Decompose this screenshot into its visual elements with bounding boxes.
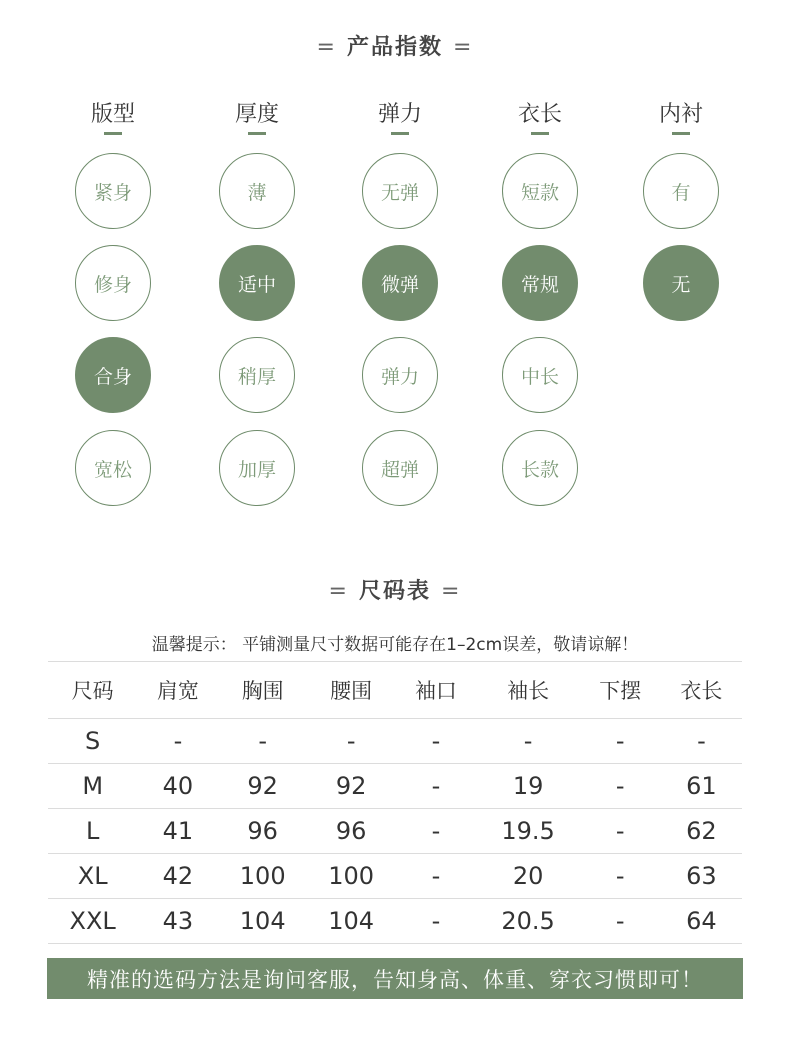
index-option — [362, 337, 438, 413]
size-value-cell: - — [395, 764, 476, 809]
size-tip: 温馨提示： 平铺测量尺寸数据可能存在1–2cm误差，敬请谅解！ — [151, 635, 639, 655]
column-underline — [248, 132, 266, 135]
size-label-cell: S — [48, 719, 137, 764]
size-table-header-cell: 袖长 — [477, 662, 580, 719]
footer-tip-bar — [47, 958, 743, 999]
index-option-label: 适中 — [237, 273, 276, 296]
index-option-label: 弹力 — [380, 365, 419, 388]
column-underline — [391, 132, 409, 135]
size-value-cell: 20.5 — [477, 899, 580, 944]
index-column-label: 内衬 — [658, 102, 703, 127]
size-value-cell: - — [580, 764, 661, 809]
index-option — [75, 245, 151, 321]
index-option-label: 宽松 — [93, 458, 132, 481]
size-value-cell: 40 — [137, 764, 218, 809]
size-value-cell: - — [395, 854, 476, 899]
size-value-cell: 20 — [477, 854, 580, 899]
size-value-cell: - — [580, 809, 661, 854]
index-option-label: 紧身 — [93, 181, 132, 204]
size-label-cell: M — [48, 764, 137, 809]
table-row — [48, 764, 742, 809]
size-value-cell: 42 — [137, 854, 218, 899]
size-value-cell: 64 — [661, 899, 742, 944]
size-table-header-cell: 袖口 — [395, 662, 476, 719]
index-option-label: 中长 — [520, 365, 559, 388]
footer-tip-text: 精准的选码方法是询问客服，告知身高、体重、穿衣习惯即可！ — [87, 967, 703, 992]
size-value-cell: - — [580, 719, 661, 764]
size-value-cell: 104 — [218, 899, 306, 944]
decor-left: = — [328, 579, 349, 604]
size-value-cell: 100 — [307, 854, 395, 899]
index-option — [75, 430, 151, 506]
decor-left: = — [316, 35, 337, 60]
index-column-label: 衣长 — [517, 102, 562, 127]
size-table — [48, 661, 742, 944]
index-option-label: 无 — [671, 273, 691, 296]
index-option — [502, 430, 578, 506]
size-value-cell: 100 — [218, 854, 306, 899]
index-option-label: 薄 — [247, 181, 267, 204]
index-option-selected — [643, 245, 719, 321]
index-option — [75, 153, 151, 229]
decor-right: = — [453, 35, 474, 60]
index-option-label: 有 — [671, 181, 691, 204]
size-value-cell: - — [477, 719, 580, 764]
index-option-selected — [219, 245, 295, 321]
table-row — [48, 899, 742, 944]
index-option-label: 长款 — [520, 458, 559, 481]
table-row — [48, 854, 742, 899]
index-option-selected — [75, 337, 151, 413]
size-value-cell: 62 — [661, 809, 742, 854]
size-table-header-cell: 肩宽 — [137, 662, 218, 719]
table-row — [48, 719, 742, 764]
product-index-title-text: 产品指数 — [346, 35, 443, 60]
index-option-label: 加厚 — [237, 458, 276, 481]
size-value-cell: - — [395, 809, 476, 854]
size-label-cell: XXL — [48, 899, 137, 944]
size-value-cell: 61 — [661, 764, 742, 809]
size-table-header-cell: 尺码 — [48, 662, 137, 719]
size-value-cell: - — [218, 719, 306, 764]
index-column-label: 弹力 — [377, 102, 422, 127]
index-option — [643, 153, 719, 229]
size-value-cell: 96 — [307, 809, 395, 854]
size-value-cell: 41 — [137, 809, 218, 854]
size-table-header-row — [48, 662, 742, 719]
size-value-cell: 63 — [661, 854, 742, 899]
index-column-label: 版型 — [90, 102, 135, 127]
index-option-label: 修身 — [93, 273, 132, 296]
index-option-label: 微弹 — [380, 273, 419, 296]
index-option-label: 合身 — [93, 365, 132, 388]
index-column-label: 厚度 — [234, 102, 279, 127]
index-option-label: 短款 — [520, 181, 559, 204]
index-option-label: 稍厚 — [237, 365, 276, 388]
column-underline — [531, 132, 549, 135]
index-option — [362, 153, 438, 229]
size-chart-title — [0, 574, 790, 605]
index-option — [502, 153, 578, 229]
index-option — [219, 430, 295, 506]
size-label-cell: XL — [48, 854, 137, 899]
size-value-cell: 19.5 — [477, 809, 580, 854]
size-value-cell: - — [395, 719, 476, 764]
index-option-selected — [502, 245, 578, 321]
size-value-cell: 96 — [218, 809, 306, 854]
size-table-header-cell: 衣长 — [661, 662, 742, 719]
size-value-cell: 19 — [477, 764, 580, 809]
product-index-title — [0, 30, 790, 61]
size-value-cell: - — [137, 719, 218, 764]
index-option — [219, 153, 295, 229]
size-chart-title-text: 尺码表 — [358, 579, 431, 604]
size-value-cell: - — [661, 719, 742, 764]
size-value-cell: 92 — [218, 764, 306, 809]
size-value-cell: - — [307, 719, 395, 764]
size-value-cell: - — [580, 854, 661, 899]
size-table-header-cell: 下摆 — [580, 662, 661, 719]
index-option — [219, 337, 295, 413]
table-row — [48, 809, 742, 854]
size-value-cell: 43 — [137, 899, 218, 944]
index-option — [502, 337, 578, 413]
column-underline — [672, 132, 690, 135]
size-label-cell: L — [48, 809, 137, 854]
index-option-selected — [362, 245, 438, 321]
size-value-cell: - — [580, 899, 661, 944]
size-table-header-cell: 胸围 — [218, 662, 306, 719]
decor-right: = — [441, 579, 462, 604]
size-table-body — [48, 719, 742, 944]
index-option-label: 超弹 — [380, 458, 419, 481]
size-table-header-cell: 腰围 — [307, 662, 395, 719]
column-underline — [104, 132, 122, 135]
size-value-cell: 92 — [307, 764, 395, 809]
size-value-cell: - — [395, 899, 476, 944]
index-option — [362, 430, 438, 506]
index-option-label: 无弹 — [380, 181, 419, 204]
size-value-cell: 104 — [307, 899, 395, 944]
index-option-label: 常规 — [520, 273, 559, 296]
